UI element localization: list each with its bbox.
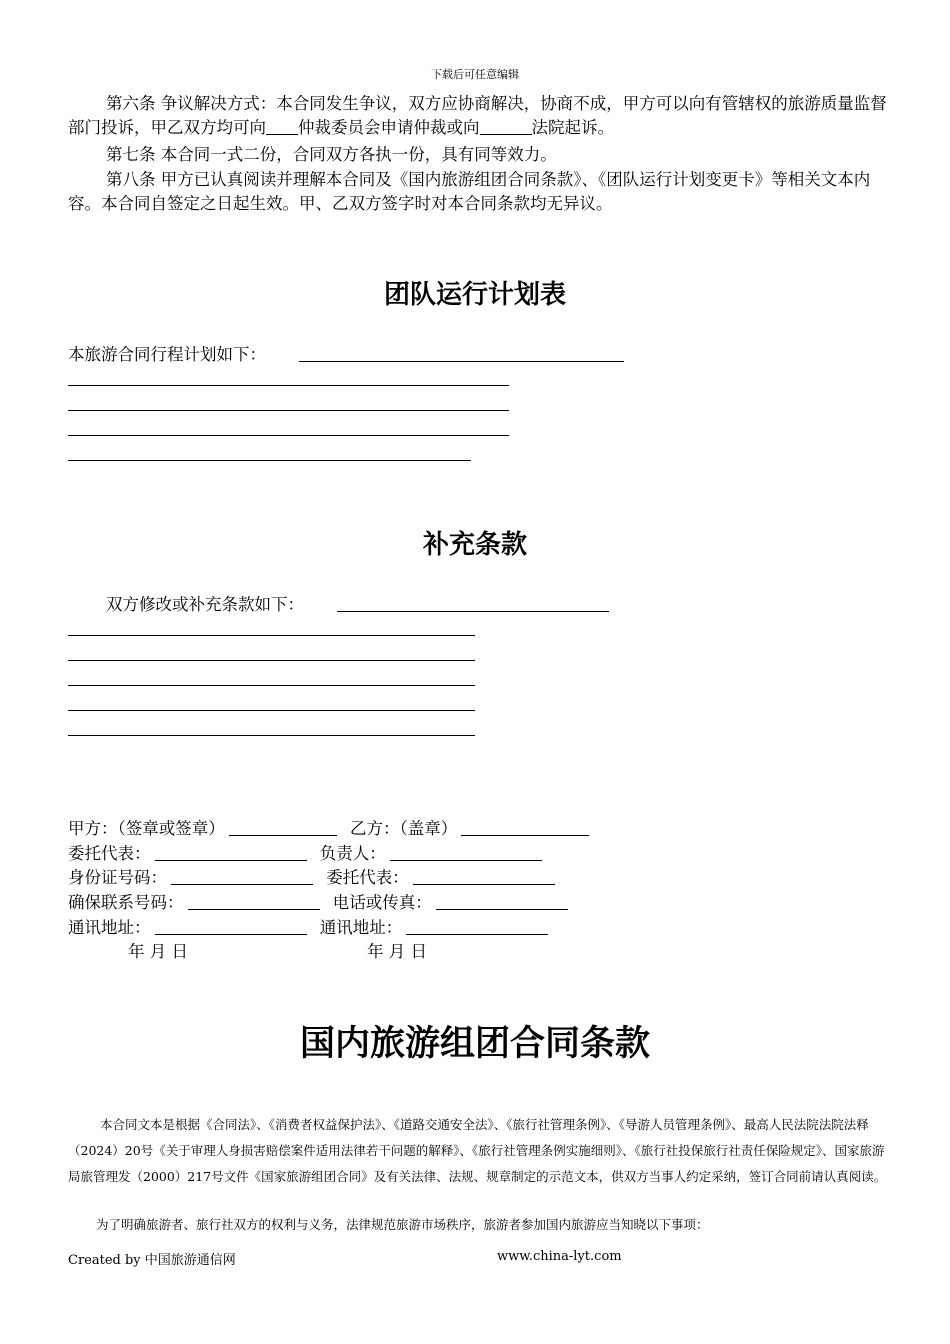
id-number-label: 身份证号码：	[68, 868, 167, 887]
supplement-input-line-1[interactable]	[337, 611, 609, 612]
supplement-input-line-5[interactable]	[68, 710, 475, 711]
date-party-a: 年 月 日	[128, 942, 188, 961]
supplement-input-line-3[interactable]	[68, 660, 475, 661]
footer-created-by: Created by 中国旅游通信网	[68, 1253, 236, 1268]
plan-input-line-4[interactable]	[68, 435, 509, 436]
delegate2-label: 委托代表：	[326, 868, 409, 887]
article-8: 第八条 甲方已认真阅读并理解本合同及《国内旅游组团合同条款》、《团队运行计划变更卡》等相关文本内容。本合同自签定之日起生效。甲、乙双方签字时对本合同条款均无异议。	[68, 170, 871, 213]
principal-label: 负责人：	[319, 844, 386, 863]
court-blank[interactable]	[480, 118, 532, 136]
signature-row-1	[68, 817, 589, 841]
signature-row-3	[68, 866, 555, 890]
id-number-blank[interactable]	[171, 868, 313, 886]
phone-fax-label: 电话或传真：	[332, 893, 432, 912]
plan-input-line-1[interactable]	[299, 361, 624, 362]
plan-title: 团队运行计划表	[383, 280, 566, 310]
principal-blank[interactable]	[390, 844, 542, 862]
address-blank[interactable]	[155, 918, 307, 936]
plan-label: 本旅游合同行程计划如下：	[68, 345, 266, 364]
signature-row-4	[68, 891, 568, 915]
delegate-label: 委托代表：	[68, 844, 151, 863]
guarantee-phone-blank[interactable]	[188, 893, 320, 911]
date-party-b: 年 月 日	[367, 942, 427, 961]
address2-blank[interactable]	[406, 918, 548, 936]
plan-input-line-2[interactable]	[68, 385, 509, 386]
address2-label: 通讯地址：	[319, 918, 403, 937]
plan-input-line-5[interactable]	[68, 460, 471, 461]
supplement-label: 双方修改或补充条款如下：	[106, 595, 304, 614]
footer-url[interactable]: www.china-lyt.com	[497, 1249, 622, 1264]
article-7: 第七条 本合同一式二份，合同双方各执一份，具有同等效力。	[106, 145, 557, 164]
signature-row-5	[68, 916, 548, 940]
supplement-input-line-6[interactable]	[68, 735, 475, 736]
party-a-label: 甲方：（签章或签章）	[68, 819, 225, 838]
party-b-label: 乙方：（盖章）	[350, 819, 458, 838]
party-b-blank[interactable]	[461, 819, 589, 837]
article-6-text-a: 第六条 争议解决方式：本合同发生争议，双方应协商解决，协商不成，甲方可以向有管辖权的旅游质量监督部门投诉，甲乙双方均可向	[68, 94, 887, 137]
address-label: 通讯地址：	[68, 918, 151, 937]
article-6	[68, 92, 888, 140]
supplement-input-line-2[interactable]	[68, 635, 475, 636]
supplement-title: 补充条款	[422, 530, 527, 560]
supplement-input-line-4[interactable]	[68, 685, 475, 686]
delegate2-blank[interactable]	[413, 868, 555, 886]
terms-title: 国内旅游组团合同条款	[299, 1024, 650, 1064]
page-header-note: 下载后可任意编辑	[431, 68, 519, 81]
article-6-text-c: 法院起诉。	[531, 118, 614, 137]
arbitration-blank[interactable]	[266, 118, 298, 136]
phone-fax-blank[interactable]	[436, 893, 568, 911]
terms-purpose: 为了明确旅游者、旅行社双方的权利与义务，法律规范旅游市场秩序，旅游者参加国内旅游应当知晓以下事项：	[96, 1217, 709, 1232]
party-a-blank[interactable]	[229, 819, 337, 837]
plan-input-line-3[interactable]	[68, 410, 509, 411]
terms-intro: 本合同文本是根据《合同法》、《消费者权益保护法》、《道路交通安全法》、《旅行社管理条例》、《导游人员管理条例》、最高人民法院法院法释（2024）20号《关于审理人身损害赔偿案件适用法律若干问题的解释》、《旅行社管理条例实施细则》、《旅行社投保旅行社责任保险规定》、国家旅游局旅管理发（2000）217号文件《国家旅游组团合同》及有关法律、法规、规章制定的示范文本，供双方当事人约定采纳，签订合同前请认真阅读。	[68, 1117, 887, 1184]
signature-row-2	[68, 842, 542, 866]
guarantee-phone-label: 确保联系号码：	[68, 893, 184, 912]
article-6-text-b: 仲裁委员会申请仲裁或向	[298, 118, 480, 137]
delegate-blank[interactable]	[155, 844, 307, 862]
